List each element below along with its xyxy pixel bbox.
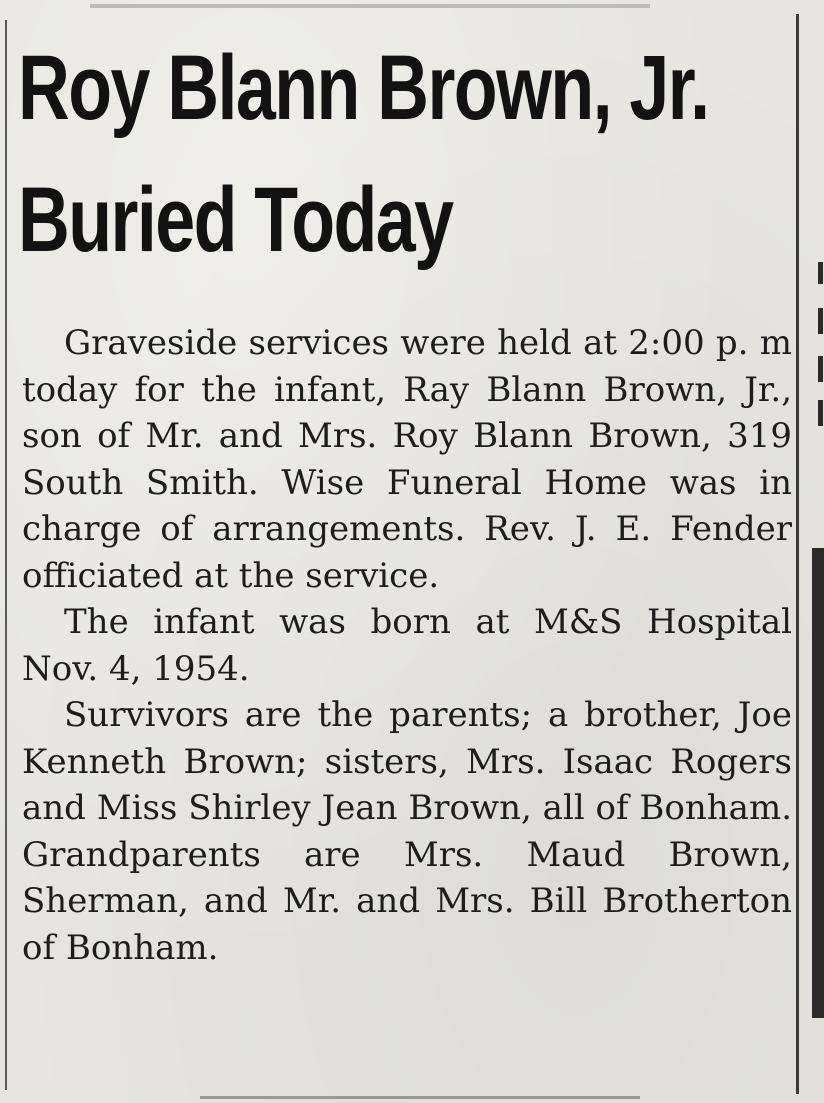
article-paragraph-services: Graveside services were held at 2:00 p. m today for the infant, Ray Blann Brown, Jr., son of Mr. and Mrs. Roy Blann Brown, 319 South Smith. Wise Funeral Home was in charge of arrangements. Rev. J. E. Fender officiated at the service. [22,323,792,596]
top-column-rule [90,4,650,8]
left-column-rule [5,20,7,1090]
right-column-rule [796,14,799,1094]
article-paragraph-survivors: Survivors are the parents; a brother, Joe Kenneth Brown; sisters, Mrs. Isaac Rogers and Miss Shirley Jean Brown, all of Bonham. Grandparents are Mrs. Maud Brown, Sherman, and Mr. and Mrs. Bill Brotherton of Bonham. [22,695,792,968]
article-body [22,320,792,971]
edge-type-fragment [818,308,823,334]
edge-type-fragment [818,400,823,426]
headline-line-2: Buried Today [18,169,453,271]
adjacent-column-bar [812,548,824,1018]
article-headline [18,22,793,286]
edge-type-fragment [818,262,823,284]
edge-type-fragment [818,356,823,382]
bottom-column-rule [200,1096,640,1099]
headline-line-1: Roy Blann Brown, Jr. [18,37,709,139]
article-paragraph-birth: The infant was born at M&S Hospital Nov. 4, 1954. [22,602,792,689]
